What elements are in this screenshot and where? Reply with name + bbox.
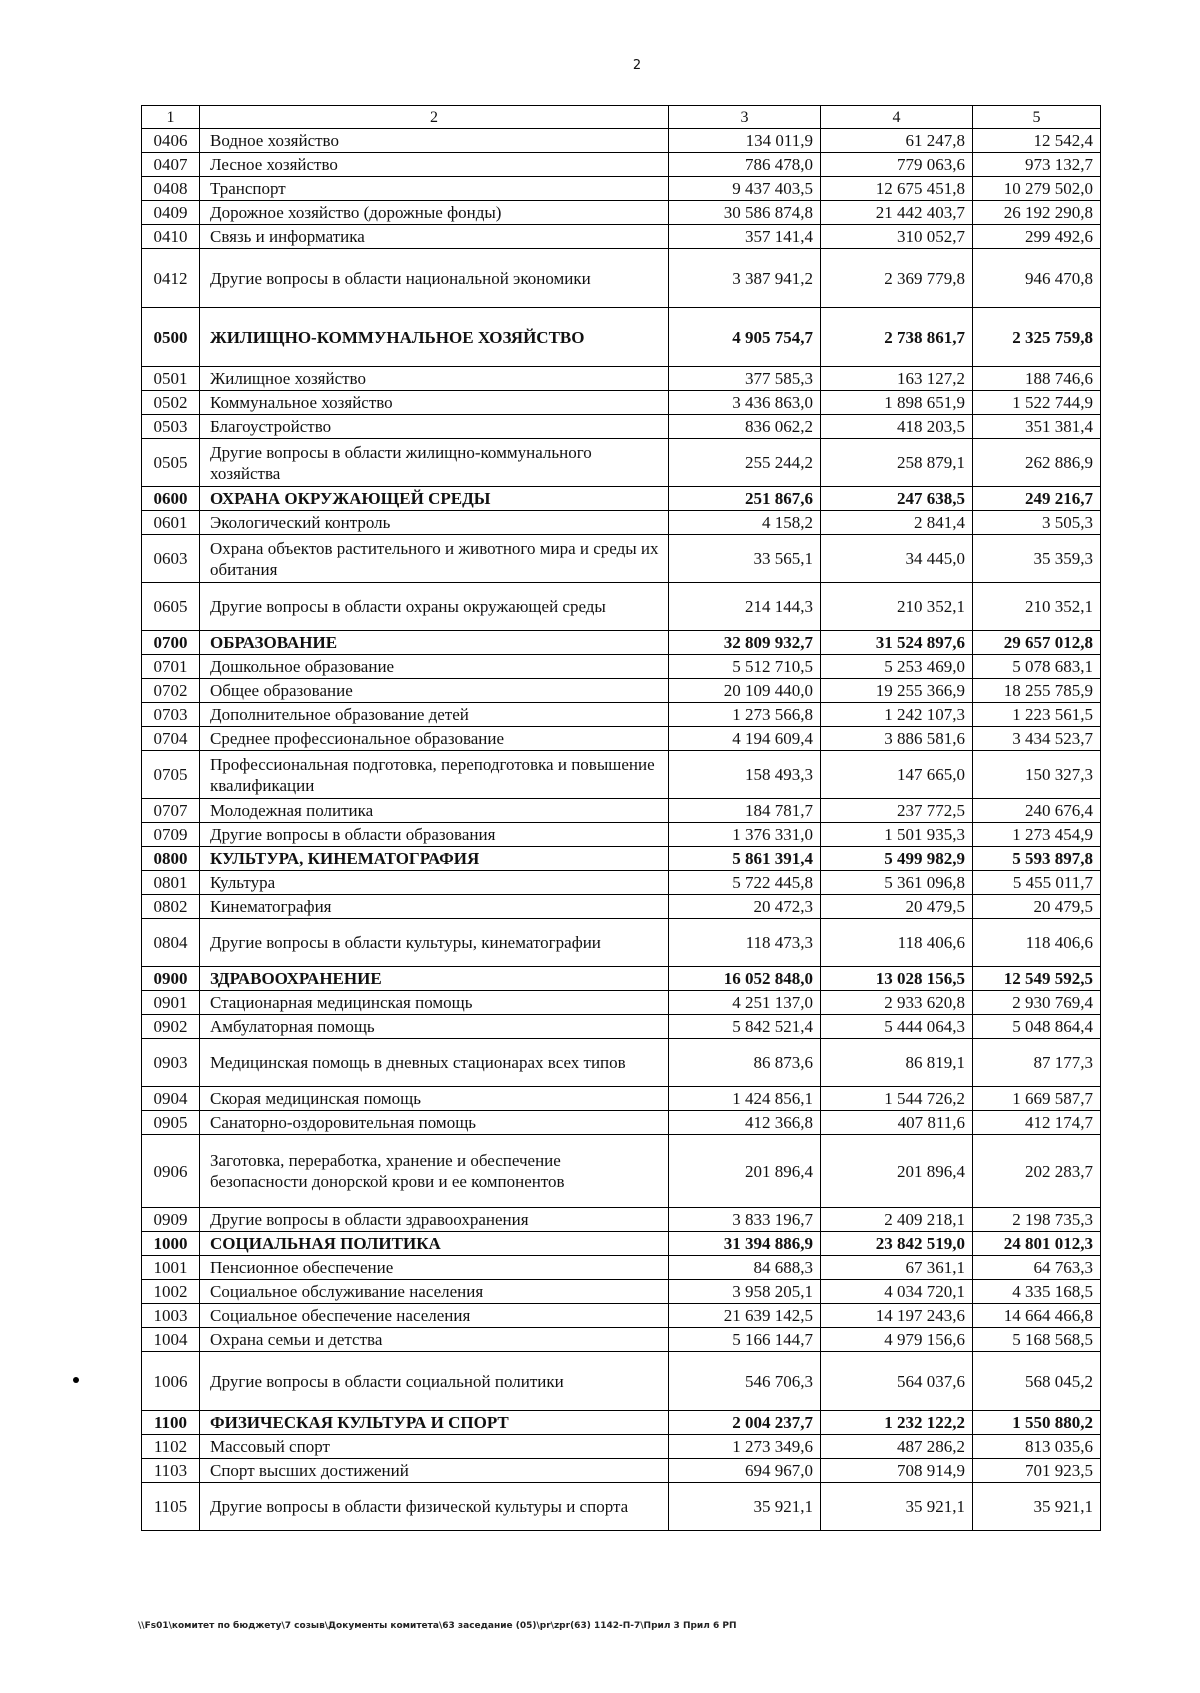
budget-table: [141, 105, 1101, 1531]
section-name-cell: Дополнительное образование детей: [200, 703, 669, 727]
value-col3-cell: 3 833 196,7: [669, 1208, 821, 1232]
value-col5-cell: 202 283,7: [973, 1135, 1101, 1208]
value-col5-cell: 4 335 168,5: [973, 1280, 1101, 1304]
section-code-cell: 1103: [142, 1459, 200, 1483]
section-code-cell: 1000: [142, 1232, 200, 1256]
value-col5-cell: 568 045,2: [973, 1352, 1101, 1411]
section-name-cell: Кинематография: [200, 895, 669, 919]
value-col3-cell: 16 052 848,0: [669, 967, 821, 991]
value-col4-cell: 86 819,1: [821, 1039, 973, 1087]
table-row: [142, 679, 1101, 703]
value-col4-cell: 118 406,6: [821, 919, 973, 967]
section-code-cell: 0408: [142, 177, 200, 201]
value-col4-cell: 4 034 720,1: [821, 1280, 973, 1304]
section-code-cell: 0409: [142, 201, 200, 225]
value-col4-cell: 67 361,1: [821, 1256, 973, 1280]
table-section-row: [142, 631, 1101, 655]
section-name-cell: ФИЗИЧЕСКАЯ КУЛЬТУРА И СПОРТ: [200, 1411, 669, 1435]
table-row: [142, 727, 1101, 751]
section-code-cell: 0903: [142, 1039, 200, 1087]
value-col3-cell: 20 472,3: [669, 895, 821, 919]
value-col4-cell: 19 255 366,9: [821, 679, 973, 703]
value-col3-cell: 33 565,1: [669, 535, 821, 583]
value-col4-cell: 20 479,5: [821, 895, 973, 919]
value-col4-cell: 2 738 861,7: [821, 308, 973, 367]
section-name-cell: Другие вопросы в области образования: [200, 823, 669, 847]
table-row: [142, 1435, 1101, 1459]
table-row: [142, 1256, 1101, 1280]
section-name-cell: Водное хозяйство: [200, 129, 669, 153]
value-col4-cell: 12 675 451,8: [821, 177, 973, 201]
value-col5-cell: 210 352,1: [973, 583, 1101, 631]
section-code-cell: 0802: [142, 895, 200, 919]
table-row: [142, 391, 1101, 415]
section-name-cell: Экологический контроль: [200, 511, 669, 535]
value-col4-cell: 35 921,1: [821, 1483, 973, 1531]
section-name-cell: Общее образование: [200, 679, 669, 703]
value-col5-cell: 1 273 454,9: [973, 823, 1101, 847]
value-col5-cell: 262 886,9: [973, 439, 1101, 487]
section-name-cell: Стационарная медицинская помощь: [200, 991, 669, 1015]
value-col5-cell: 14 664 466,8: [973, 1304, 1101, 1328]
value-col3-cell: 5 512 710,5: [669, 655, 821, 679]
table-row: [142, 1135, 1101, 1208]
value-col3-cell: 546 706,3: [669, 1352, 821, 1411]
value-col3-cell: 1 376 331,0: [669, 823, 821, 847]
value-col4-cell: 23 842 519,0: [821, 1232, 973, 1256]
section-code-cell: 0501: [142, 367, 200, 391]
section-name-cell: Амбулаторная помощь: [200, 1015, 669, 1039]
value-col3-cell: 3 958 205,1: [669, 1280, 821, 1304]
value-col3-cell: 4 251 137,0: [669, 991, 821, 1015]
section-name-cell: Пенсионное обеспечение: [200, 1256, 669, 1280]
table-row: [142, 153, 1101, 177]
section-name-cell: Благоустройство: [200, 415, 669, 439]
value-col3-cell: 1 424 856,1: [669, 1087, 821, 1111]
section-code-cell: 0909: [142, 1208, 200, 1232]
section-name-cell: Другие вопросы в области охраны окружающей среды: [200, 583, 669, 631]
section-name-cell: Скорая медицинская помощь: [200, 1087, 669, 1111]
header-cell-1: 1: [142, 106, 200, 129]
section-code-cell: 0906: [142, 1135, 200, 1208]
value-col3-cell: 357 141,4: [669, 225, 821, 249]
section-name-cell: Спорт высших достижений: [200, 1459, 669, 1483]
section-code-cell: 0702: [142, 679, 200, 703]
section-name-cell: Социальное обеспечение населения: [200, 1304, 669, 1328]
value-col5-cell: 3 505,3: [973, 511, 1101, 535]
value-col3-cell: 4 905 754,7: [669, 308, 821, 367]
value-col3-cell: 158 493,3: [669, 751, 821, 799]
table-row: [142, 703, 1101, 727]
value-col4-cell: 1 242 107,3: [821, 703, 973, 727]
value-col4-cell: 13 028 156,5: [821, 967, 973, 991]
value-col5-cell: 188 746,6: [973, 367, 1101, 391]
value-col3-cell: 3 387 941,2: [669, 249, 821, 308]
section-name-cell: Связь и информатика: [200, 225, 669, 249]
table-row: [142, 1352, 1101, 1411]
section-code-cell: 0905: [142, 1111, 200, 1135]
section-code-cell: 1100: [142, 1411, 200, 1435]
value-col3-cell: 255 244,2: [669, 439, 821, 487]
value-col4-cell: 407 811,6: [821, 1111, 973, 1135]
section-code-cell: 0412: [142, 249, 200, 308]
value-col5-cell: 5 048 864,4: [973, 1015, 1101, 1039]
value-col5-cell: 64 763,3: [973, 1256, 1101, 1280]
value-col3-cell: 21 639 142,5: [669, 1304, 821, 1328]
value-col4-cell: 1 544 726,2: [821, 1087, 973, 1111]
section-name-cell: Другие вопросы в области жилищно-коммунального хозяйства: [200, 439, 669, 487]
value-col3-cell: 5 842 521,4: [669, 1015, 821, 1039]
value-col4-cell: 31 524 897,6: [821, 631, 973, 655]
section-name-cell: СОЦИАЛЬНАЯ ПОЛИТИКА: [200, 1232, 669, 1256]
value-col3-cell: 5 166 144,7: [669, 1328, 821, 1352]
value-col4-cell: 14 197 243,6: [821, 1304, 973, 1328]
table-section-row: [142, 967, 1101, 991]
section-name-cell: ЖИЛИЩНО-КОММУНАЛЬНОЕ ХОЗЯЙСТВО: [200, 308, 669, 367]
footer-file-path: \\Fs01\комитет по бюджету\7 созыв\Документы комитета\63 заседание (05)\pr\zpr(63) 1142-П-7\Прил 3 Прил 6 РП: [138, 1621, 737, 1631]
section-code-cell: 0900: [142, 967, 200, 991]
table-row: [142, 799, 1101, 823]
value-col4-cell: 779 063,6: [821, 153, 973, 177]
value-col4-cell: 5 361 096,8: [821, 871, 973, 895]
section-name-cell: Охрана семьи и детства: [200, 1328, 669, 1352]
section-code-cell: 0800: [142, 847, 200, 871]
section-code-cell: 0801: [142, 871, 200, 895]
value-col4-cell: 163 127,2: [821, 367, 973, 391]
value-col3-cell: 9 437 403,5: [669, 177, 821, 201]
value-col4-cell: 1 898 651,9: [821, 391, 973, 415]
value-col4-cell: 2 933 620,8: [821, 991, 973, 1015]
value-col3-cell: 412 366,8: [669, 1111, 821, 1135]
value-col5-cell: 29 657 012,8: [973, 631, 1101, 655]
value-col5-cell: 2 198 735,3: [973, 1208, 1101, 1232]
value-col4-cell: 201 896,4: [821, 1135, 973, 1208]
value-col3-cell: 1 273 566,8: [669, 703, 821, 727]
value-col3-cell: 30 586 874,8: [669, 201, 821, 225]
section-name-cell: Другие вопросы в области национальной экономики: [200, 249, 669, 308]
section-code-cell: 0410: [142, 225, 200, 249]
value-col5-cell: 5 593 897,8: [973, 847, 1101, 871]
table-row: [142, 1459, 1101, 1483]
value-col5-cell: 12 542,4: [973, 129, 1101, 153]
table-section-row: [142, 1411, 1101, 1435]
section-name-cell: Культура: [200, 871, 669, 895]
section-code-cell: 0500: [142, 308, 200, 367]
value-col3-cell: 836 062,2: [669, 415, 821, 439]
section-name-cell: Профессиональная подготовка, переподготовка и повышение квалификации: [200, 751, 669, 799]
table-row: [142, 129, 1101, 153]
page-number: 2: [632, 58, 642, 73]
value-col5-cell: 299 492,6: [973, 225, 1101, 249]
header-cell-3: 3: [669, 106, 821, 129]
value-col5-cell: 1 669 587,7: [973, 1087, 1101, 1111]
value-col5-cell: 20 479,5: [973, 895, 1101, 919]
value-col5-cell: 1 522 744,9: [973, 391, 1101, 415]
value-col3-cell: 4 158,2: [669, 511, 821, 535]
value-col4-cell: 5 253 469,0: [821, 655, 973, 679]
section-code-cell: 0407: [142, 153, 200, 177]
section-code-cell: 1001: [142, 1256, 200, 1280]
section-name-cell: Другие вопросы в области социальной политики: [200, 1352, 669, 1411]
table-section-row: [142, 487, 1101, 511]
value-col5-cell: 18 255 785,9: [973, 679, 1101, 703]
value-col4-cell: 5 444 064,3: [821, 1015, 973, 1039]
table-row: [142, 655, 1101, 679]
value-col3-cell: 5 722 445,8: [669, 871, 821, 895]
value-col4-cell: 1 501 935,3: [821, 823, 973, 847]
value-col5-cell: 240 676,4: [973, 799, 1101, 823]
value-col3-cell: 201 896,4: [669, 1135, 821, 1208]
table-row: [142, 177, 1101, 201]
section-code-cell: 0600: [142, 487, 200, 511]
value-col3-cell: 84 688,3: [669, 1256, 821, 1280]
value-col5-cell: 26 192 290,8: [973, 201, 1101, 225]
table-row: [142, 439, 1101, 487]
table-row: [142, 919, 1101, 967]
value-col4-cell: 247 638,5: [821, 487, 973, 511]
value-col5-cell: 813 035,6: [973, 1435, 1101, 1459]
section-code-cell: 1002: [142, 1280, 200, 1304]
value-col5-cell: 412 174,7: [973, 1111, 1101, 1135]
section-code-cell: 1105: [142, 1483, 200, 1531]
table-row: [142, 1208, 1101, 1232]
section-code-cell: 1003: [142, 1304, 200, 1328]
value-col4-cell: 487 286,2: [821, 1435, 973, 1459]
section-name-cell: ОХРАНА ОКРУЖАЮЩЕЙ СРЕДЫ: [200, 487, 669, 511]
value-col5-cell: 701 923,5: [973, 1459, 1101, 1483]
value-col4-cell: 2 841,4: [821, 511, 973, 535]
section-code-cell: 0503: [142, 415, 200, 439]
table-row: [142, 201, 1101, 225]
section-code-cell: 0502: [142, 391, 200, 415]
section-name-cell: ЗДРАВООХРАНЕНИЕ: [200, 967, 669, 991]
value-col5-cell: 87 177,3: [973, 1039, 1101, 1087]
value-col5-cell: 2 930 769,4: [973, 991, 1101, 1015]
table-section-row: [142, 1232, 1101, 1256]
table-row: [142, 511, 1101, 535]
section-code-cell: 1006: [142, 1352, 200, 1411]
table-section-row: [142, 308, 1101, 367]
section-name-cell: Лесное хозяйство: [200, 153, 669, 177]
section-name-cell: Санаторно-оздоровительная помощь: [200, 1111, 669, 1135]
table-row: [142, 751, 1101, 799]
section-name-cell: Транспорт: [200, 177, 669, 201]
section-name-cell: Охрана объектов растительного и животного мира и среды их обитания: [200, 535, 669, 583]
value-col4-cell: 210 352,1: [821, 583, 973, 631]
table-row: [142, 1111, 1101, 1135]
header-cell-2: 2: [200, 106, 669, 129]
section-code-cell: 0804: [142, 919, 200, 967]
value-col3-cell: 377 585,3: [669, 367, 821, 391]
section-name-cell: Массовый спорт: [200, 1435, 669, 1459]
value-col5-cell: 973 132,7: [973, 153, 1101, 177]
value-col3-cell: 32 809 932,7: [669, 631, 821, 655]
table-section-row: [142, 847, 1101, 871]
value-col3-cell: 5 861 391,4: [669, 847, 821, 871]
section-name-cell: Социальное обслуживание населения: [200, 1280, 669, 1304]
value-col4-cell: 61 247,8: [821, 129, 973, 153]
section-name-cell: Заготовка, переработка, хранение и обеспечение безопасности донорской крови и ее компонентов: [200, 1135, 669, 1208]
section-name-cell: Жилищное хозяйство: [200, 367, 669, 391]
table-row: [142, 535, 1101, 583]
value-col4-cell: 2 369 779,8: [821, 249, 973, 308]
section-code-cell: 0605: [142, 583, 200, 631]
section-name-cell: Коммунальное хозяйство: [200, 391, 669, 415]
table-row: [142, 1483, 1101, 1531]
value-col3-cell: 20 109 440,0: [669, 679, 821, 703]
table-header-row: [142, 106, 1101, 129]
header-cell-4: 4: [821, 106, 973, 129]
value-col3-cell: 4 194 609,4: [669, 727, 821, 751]
value-col5-cell: 118 406,6: [973, 919, 1101, 967]
section-code-cell: 0703: [142, 703, 200, 727]
section-code-cell: 0700: [142, 631, 200, 655]
table-row: [142, 1039, 1101, 1087]
value-col5-cell: 35 359,3: [973, 535, 1101, 583]
section-name-cell: Молодежная политика: [200, 799, 669, 823]
value-col3-cell: 1 273 349,6: [669, 1435, 821, 1459]
table-row: [142, 225, 1101, 249]
value-col5-cell: 5 168 568,5: [973, 1328, 1101, 1352]
header-cell-5: 5: [973, 106, 1101, 129]
value-col4-cell: 564 037,6: [821, 1352, 973, 1411]
value-col3-cell: 184 781,7: [669, 799, 821, 823]
value-col5-cell: 3 434 523,7: [973, 727, 1101, 751]
value-col3-cell: 35 921,1: [669, 1483, 821, 1531]
value-col4-cell: 310 052,7: [821, 225, 973, 249]
value-col5-cell: 35 921,1: [973, 1483, 1101, 1531]
section-code-cell: 0603: [142, 535, 200, 583]
table-row: [142, 823, 1101, 847]
table-row: [142, 1328, 1101, 1352]
section-code-cell: 0709: [142, 823, 200, 847]
value-col4-cell: 708 914,9: [821, 1459, 973, 1483]
table-row: [142, 1280, 1101, 1304]
value-col5-cell: 1 223 561,5: [973, 703, 1101, 727]
value-col4-cell: 147 665,0: [821, 751, 973, 799]
scan-dot-mark: [73, 1377, 79, 1383]
section-name-cell: Другие вопросы в области культуры, кинематографии: [200, 919, 669, 967]
value-col5-cell: 351 381,4: [973, 415, 1101, 439]
value-col5-cell: 249 216,7: [973, 487, 1101, 511]
value-col4-cell: 3 886 581,6: [821, 727, 973, 751]
value-col5-cell: 10 279 502,0: [973, 177, 1101, 201]
value-col5-cell: 946 470,8: [973, 249, 1101, 308]
section-name-cell: ОБРАЗОВАНИЕ: [200, 631, 669, 655]
value-col3-cell: 251 867,6: [669, 487, 821, 511]
value-col3-cell: 3 436 863,0: [669, 391, 821, 415]
section-name-cell: Медицинская помощь в дневных стационарах всех типов: [200, 1039, 669, 1087]
value-col4-cell: 34 445,0: [821, 535, 973, 583]
section-code-cell: 0505: [142, 439, 200, 487]
value-col4-cell: 237 772,5: [821, 799, 973, 823]
section-code-cell: 0701: [142, 655, 200, 679]
table-row: [142, 895, 1101, 919]
section-code-cell: 0704: [142, 727, 200, 751]
section-name-cell: Дошкольное образование: [200, 655, 669, 679]
value-col3-cell: 31 394 886,9: [669, 1232, 821, 1256]
table-row: [142, 583, 1101, 631]
value-col3-cell: 134 011,9: [669, 129, 821, 153]
value-col5-cell: 5 078 683,1: [973, 655, 1101, 679]
section-code-cell: 0705: [142, 751, 200, 799]
section-name-cell: Другие вопросы в области здравоохранения: [200, 1208, 669, 1232]
value-col5-cell: 150 327,3: [973, 751, 1101, 799]
table-row: [142, 1087, 1101, 1111]
section-code-cell: 1004: [142, 1328, 200, 1352]
section-code-cell: 0902: [142, 1015, 200, 1039]
value-col4-cell: 1 232 122,2: [821, 1411, 973, 1435]
value-col3-cell: 214 144,3: [669, 583, 821, 631]
value-col3-cell: 118 473,3: [669, 919, 821, 967]
value-col4-cell: 418 203,5: [821, 415, 973, 439]
value-col5-cell: 12 549 592,5: [973, 967, 1101, 991]
table-row: [142, 1304, 1101, 1328]
table-row: [142, 367, 1101, 391]
value-col3-cell: 694 967,0: [669, 1459, 821, 1483]
table-row: [142, 249, 1101, 308]
table-row: [142, 871, 1101, 895]
value-col4-cell: 4 979 156,6: [821, 1328, 973, 1352]
value-col5-cell: 24 801 012,3: [973, 1232, 1101, 1256]
value-col5-cell: 5 455 011,7: [973, 871, 1101, 895]
value-col3-cell: 786 478,0: [669, 153, 821, 177]
section-code-cell: 0904: [142, 1087, 200, 1111]
section-code-cell: 0601: [142, 511, 200, 535]
table-row: [142, 1015, 1101, 1039]
section-code-cell: 0707: [142, 799, 200, 823]
value-col4-cell: 21 442 403,7: [821, 201, 973, 225]
value-col5-cell: 1 550 880,2: [973, 1411, 1101, 1435]
value-col4-cell: 2 409 218,1: [821, 1208, 973, 1232]
value-col3-cell: 2 004 237,7: [669, 1411, 821, 1435]
section-name-cell: Среднее профессиональное образование: [200, 727, 669, 751]
section-name-cell: Другие вопросы в области физической культуры и спорта: [200, 1483, 669, 1531]
table-row: [142, 415, 1101, 439]
value-col4-cell: 258 879,1: [821, 439, 973, 487]
section-code-cell: 1102: [142, 1435, 200, 1459]
value-col3-cell: 86 873,6: [669, 1039, 821, 1087]
section-name-cell: Дорожное хозяйство (дорожные фонды): [200, 201, 669, 225]
value-col5-cell: 2 325 759,8: [973, 308, 1101, 367]
value-col4-cell: 5 499 982,9: [821, 847, 973, 871]
section-code-cell: 0901: [142, 991, 200, 1015]
section-name-cell: КУЛЬТУРА, КИНЕМАТОГРАФИЯ: [200, 847, 669, 871]
table-row: [142, 991, 1101, 1015]
section-code-cell: 0406: [142, 129, 200, 153]
